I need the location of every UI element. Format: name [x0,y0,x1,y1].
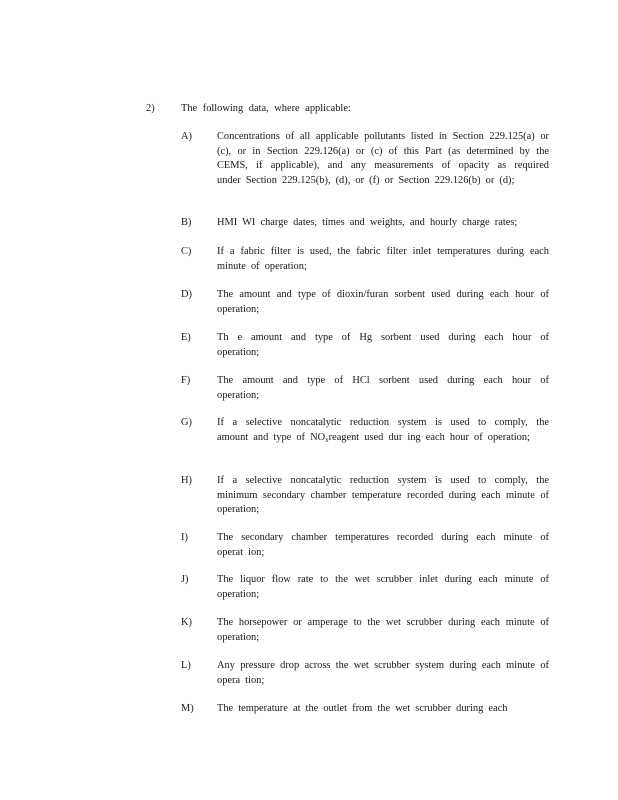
item-letter: J) [181,574,189,585]
item-letter: M) [181,703,194,714]
item-letter: D) [181,289,192,300]
subscript-x: x [325,435,329,444]
item-letter: F) [181,375,191,386]
item-text: The horsepower or amperage to the wet scrubber during each minute of operation; [217,617,549,643]
item-letter: I) [181,532,188,543]
item-text [217,416,549,447]
item-text: If a fabric filter is used, the fabric filter inlet temperatures during each minute of operation; [217,246,549,272]
item-text: The temperature at the outlet from the wet scrubber during each [217,703,508,714]
section-intro: The following data, where applicable: [181,103,351,114]
item-text: HMI WI charge dates, times and weights, and hourly charge rates; [217,217,518,228]
item-text: Any pressure drop across the wet scrubber system during each minute of opera tion; [217,660,549,686]
item-letter: E) [181,332,191,343]
item-text: The amount and type of dioxin/furan sorbent used during each hour of operation; [217,289,549,315]
item-letter: A) [181,131,192,142]
item-text: Th e amount and type of Hg sorbent used during each hour of operation; [217,332,549,358]
section-number: 2) [146,103,155,114]
item-letter: L) [181,660,191,671]
item-text-part: If a selective noncatalytic reduction system is used to comply, the amount and type of NO [217,417,549,443]
item-text: Concentrations of all applicable pollutants listed in Section 229.125(a) or (c), or in Section 229.126(a) or (c) of this Part (as determined by the CEMS, if applicable), and any measurements of opacity as required under Section 229.125(b), (d), or (f) or Section 229.126(b) or (d); [217,131,549,186]
item-text: If a selective noncatalytic reduction system is used to comply, the minimum secondary chamber temperature recorded during each minute of operation; [217,475,549,516]
item-text: The amount and type of HCl sorbent used during each hour of operation; [217,375,549,401]
item-text: The secondary chamber temperatures recorded during each minute of operat ion; [217,532,549,558]
item-letter: B) [181,217,192,228]
item-letter: K) [181,617,192,628]
item-text-part: reagent used dur ing each hour of operation; [328,431,530,443]
item-letter: G) [181,417,192,428]
item-text: The liquor flow rate to the wet scrubber inlet during each minute of operation; [217,574,549,600]
item-letter: C) [181,246,192,257]
item-letter: H) [181,475,192,486]
